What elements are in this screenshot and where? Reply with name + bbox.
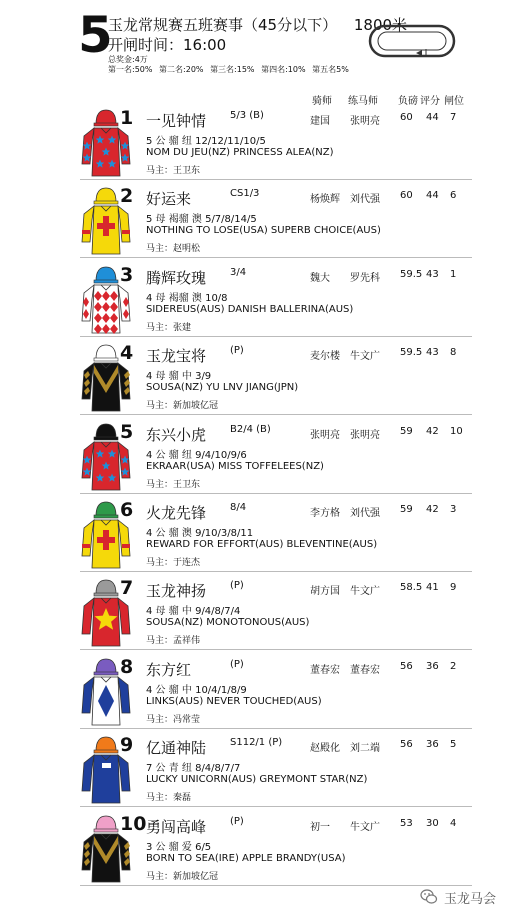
- row-divider: [80, 414, 472, 415]
- horse-info: 5 母 褐骝 澳 5/7/8/14/5: [146, 214, 257, 226]
- row-divider: [80, 649, 472, 650]
- horse-entry: [80, 184, 472, 258]
- horse-weight: 60: [400, 112, 413, 123]
- horse-entry: [80, 420, 472, 494]
- prize-split-5: 第五名5%: [312, 65, 349, 74]
- horse-name: 玉龙神扬: [146, 582, 207, 601]
- jockey-name: 李方格: [310, 508, 340, 519]
- horse-owner: 马主：王卫东: [146, 166, 201, 176]
- race-title: [108, 14, 407, 35]
- race-number: 5: [78, 6, 113, 64]
- row-divider: [80, 179, 472, 180]
- horse-entry: [80, 106, 472, 180]
- horse-rating: 43: [426, 347, 439, 359]
- row-divider: [80, 806, 472, 807]
- horse-number: 10: [120, 812, 147, 835]
- trainer-name: 罗先科: [350, 272, 380, 284]
- horse-draw: 10: [450, 425, 463, 437]
- horse-odds: (P): [230, 658, 244, 670]
- horse-number: 8: [120, 655, 134, 678]
- wechat-icon: [420, 888, 438, 906]
- trainer-name: 张明亮: [350, 429, 380, 441]
- horse-pedigree: REWARD FOR EFFORT(AUS) BLEVENTINE(AUS): [146, 539, 378, 550]
- jockey-name: 初一: [310, 821, 330, 833]
- horse-draw: 7: [450, 112, 457, 123]
- race-start-time: 开闸时间：16:00: [108, 36, 227, 54]
- horse-draw: 6: [450, 190, 457, 202]
- horse-owner: 马主：王卫东: [146, 479, 201, 490]
- horse-owner: 马主：冯常莹: [146, 714, 201, 725]
- horse-info: 5 公 骝 纽 12/12/11/10/5: [146, 136, 266, 147]
- trainer-name: 牛文广: [350, 586, 380, 598]
- horse-rating: 41: [426, 582, 439, 594]
- horse-weight: 59: [400, 504, 413, 515]
- horse-name: 火龙先锋: [146, 504, 207, 522]
- horse-odds: 3/4: [230, 266, 247, 278]
- horse-number: 2: [120, 185, 134, 208]
- horse-info: 4 母 褐骝 澳 10/8: [146, 292, 228, 304]
- horse-info: 4 母 骝 中 3/9: [146, 371, 212, 383]
- horse-owner: 马主：秦磊: [146, 793, 192, 804]
- horse-draw: 1: [450, 268, 457, 280]
- race-header: [0, 0, 520, 84]
- trainer-name: 刘代强: [350, 508, 380, 519]
- horse-odds: 8/4: [230, 502, 247, 513]
- trainer-name: 刘二端: [350, 743, 380, 755]
- horse-rating: 30: [426, 817, 439, 829]
- horse-draw: 5: [450, 739, 457, 751]
- horse-weight: 56: [400, 660, 413, 672]
- track-layout-icon: [366, 20, 458, 62]
- horse-owner: 马主：孟祥伟: [146, 636, 201, 647]
- horse-pedigree: EKRAAR(USA) MISS TOFFELEES(NZ): [146, 460, 324, 472]
- horse-number: 5: [120, 420, 134, 443]
- jockey-name: 建国: [310, 116, 330, 127]
- horse-weight: 56: [400, 739, 413, 751]
- row-divider: [80, 571, 472, 572]
- horse-name: 一见钟情: [146, 112, 207, 130]
- column-header-trainer: 练马师: [348, 96, 378, 107]
- horse-odds: S112/1 (P): [230, 737, 283, 749]
- horse-number: 3: [120, 263, 134, 286]
- horse-draw: 3: [450, 504, 457, 515]
- horse-owner: 马主：新加坡亿冠: [146, 401, 219, 412]
- horse-pedigree: NOM DU JEU(NZ) PRINCESS ALEA(NZ): [146, 147, 334, 158]
- horse-rating: 43: [426, 268, 439, 280]
- horse-rating: 36: [426, 660, 439, 672]
- race-distance: 1800米: [353, 16, 408, 34]
- horse-rating: 44: [426, 112, 439, 123]
- horse-odds: 5/3 (B): [230, 110, 264, 121]
- trainer-name: 牛文广: [350, 821, 380, 833]
- horse-pedigree: BORN TO SEA(IRE) APPLE BRANDY(USA): [146, 852, 346, 864]
- horse-owner: 马主：于连杰: [146, 558, 201, 568]
- horse-entry: [80, 733, 472, 807]
- horse-name: 玉龙宝将: [146, 347, 207, 366]
- horse-name: 东兴小虎: [146, 425, 207, 444]
- horse-number: 4: [120, 342, 134, 365]
- row-divider: [80, 336, 472, 337]
- jockey-name: 胡方国: [310, 586, 340, 598]
- horse-draw: 4: [450, 817, 457, 829]
- horse-entry: [80, 812, 472, 886]
- horse-owner: 马主：张建: [146, 322, 192, 333]
- horse-odds: B2/4 (B): [230, 423, 271, 435]
- horse-name: 东方红: [146, 660, 192, 679]
- horse-pedigree: SOUSA(NZ) MONOTONOUS(AUS): [146, 617, 310, 629]
- horse-number: 7: [120, 577, 134, 600]
- horse-entry: [80, 655, 472, 729]
- horse-weight: 58.5: [400, 582, 423, 594]
- horse-entry: [80, 498, 472, 572]
- horse-draw: 2: [450, 660, 457, 672]
- prize-split-3: 第三名:15%: [210, 65, 255, 74]
- row-divider: [80, 728, 472, 729]
- column-header-rating: 评分: [420, 96, 440, 107]
- jockey-name: 魏大: [310, 272, 330, 284]
- horse-odds: (P): [230, 815, 244, 827]
- prize-split-2: 第二名:20%: [159, 65, 204, 74]
- horse-weight: 59: [400, 425, 413, 437]
- watermark-text: 玉龙马会: [444, 892, 497, 907]
- horse-pedigree: LUCKY UNICORN(AUS) GREYMONT STAR(NZ): [146, 774, 368, 786]
- jockey-name: 赵殿化: [310, 743, 340, 755]
- horse-number: 1: [120, 107, 134, 129]
- row-divider: [80, 885, 472, 886]
- horse-weight: 60: [400, 190, 413, 202]
- horse-weight: 59.5: [400, 268, 423, 280]
- column-header-weight: 负磅: [398, 96, 418, 107]
- jockey-name: 张明亮: [310, 429, 340, 441]
- horse-draw: 9: [450, 582, 457, 594]
- prize-split: [108, 64, 353, 75]
- prize-split-4: 第四名:10%: [261, 65, 306, 74]
- horse-pedigree: SIDEREUS(AUS) DANISH BALLERINA(AUS): [146, 303, 354, 315]
- horse-info: 4 母 骝 中 9/4/8/7/4: [146, 606, 241, 618]
- trainer-name: 牛文广: [350, 351, 380, 363]
- horse-pedigree: SOUSA(NZ) YU LNV JIANG(JPN): [146, 382, 299, 394]
- column-header-jockey: 骑师: [312, 96, 332, 107]
- horse-entry: [80, 263, 472, 337]
- jockey-name: 董春宏: [310, 664, 340, 676]
- row-divider: [80, 493, 472, 494]
- horse-name: 腾辉玫瑰: [146, 268, 207, 287]
- horse-name: 亿通神陆: [146, 739, 207, 758]
- horse-info: 7 公 青 纽 8/4/8/7/7: [146, 763, 241, 775]
- horse-entry: [80, 341, 472, 415]
- horse-pedigree: LINKS(AUS) NEVER TOUCHED(AUS): [146, 695, 322, 707]
- jockey-name: 杨焕辉: [310, 194, 340, 206]
- horse-name: 勇闯高峰: [146, 817, 207, 836]
- horse-number: 6: [120, 499, 134, 521]
- trainer-name: 张明亮: [350, 116, 380, 127]
- horse-rating: 42: [426, 425, 439, 437]
- prize-split-1: 第一名:50%: [108, 65, 153, 74]
- horse-entry: [80, 576, 472, 650]
- row-divider: [80, 257, 472, 258]
- race-prize: 总奖金:4万: [108, 55, 148, 64]
- horse-odds: (P): [230, 580, 244, 592]
- horse-rating: 36: [426, 739, 439, 751]
- horse-info: 4 公 骝 纽 9/4/10/9/6: [146, 449, 247, 461]
- horse-info: 3 公 骝 爱 6/5: [146, 841, 212, 853]
- horse-draw: 8: [450, 347, 457, 359]
- trainer-name: 董春宏: [350, 664, 380, 676]
- horse-owner: 马主：赵明松: [146, 244, 201, 255]
- horse-info: 4 公 骝 澳 9/10/3/8/11: [146, 528, 254, 539]
- horse-info: 4 公 骝 中 10/4/1/8/9: [146, 684, 247, 696]
- race-title-text: 玉龙常规赛五班赛事（45分以下）: [108, 16, 338, 34]
- jockey-name: 麦尔楼: [310, 351, 340, 363]
- horse-odds: CS1/3: [230, 188, 260, 200]
- horse-owner: 马主：新加坡亿冠: [146, 871, 219, 882]
- horse-weight: 59.5: [400, 347, 423, 359]
- horse-number: 9: [120, 734, 134, 757]
- horse-rating: 44: [426, 190, 439, 202]
- horse-weight: 53: [400, 817, 413, 829]
- horse-name: 好运来: [146, 190, 192, 209]
- trainer-name: 刘代强: [350, 194, 380, 206]
- horse-odds: (P): [230, 345, 244, 357]
- horse-pedigree: NOTHING TO LOSE(USA) SUPERB CHOICE(AUS): [146, 225, 381, 237]
- horse-rating: 42: [426, 504, 439, 515]
- column-header-draw: 闸位: [444, 96, 464, 107]
